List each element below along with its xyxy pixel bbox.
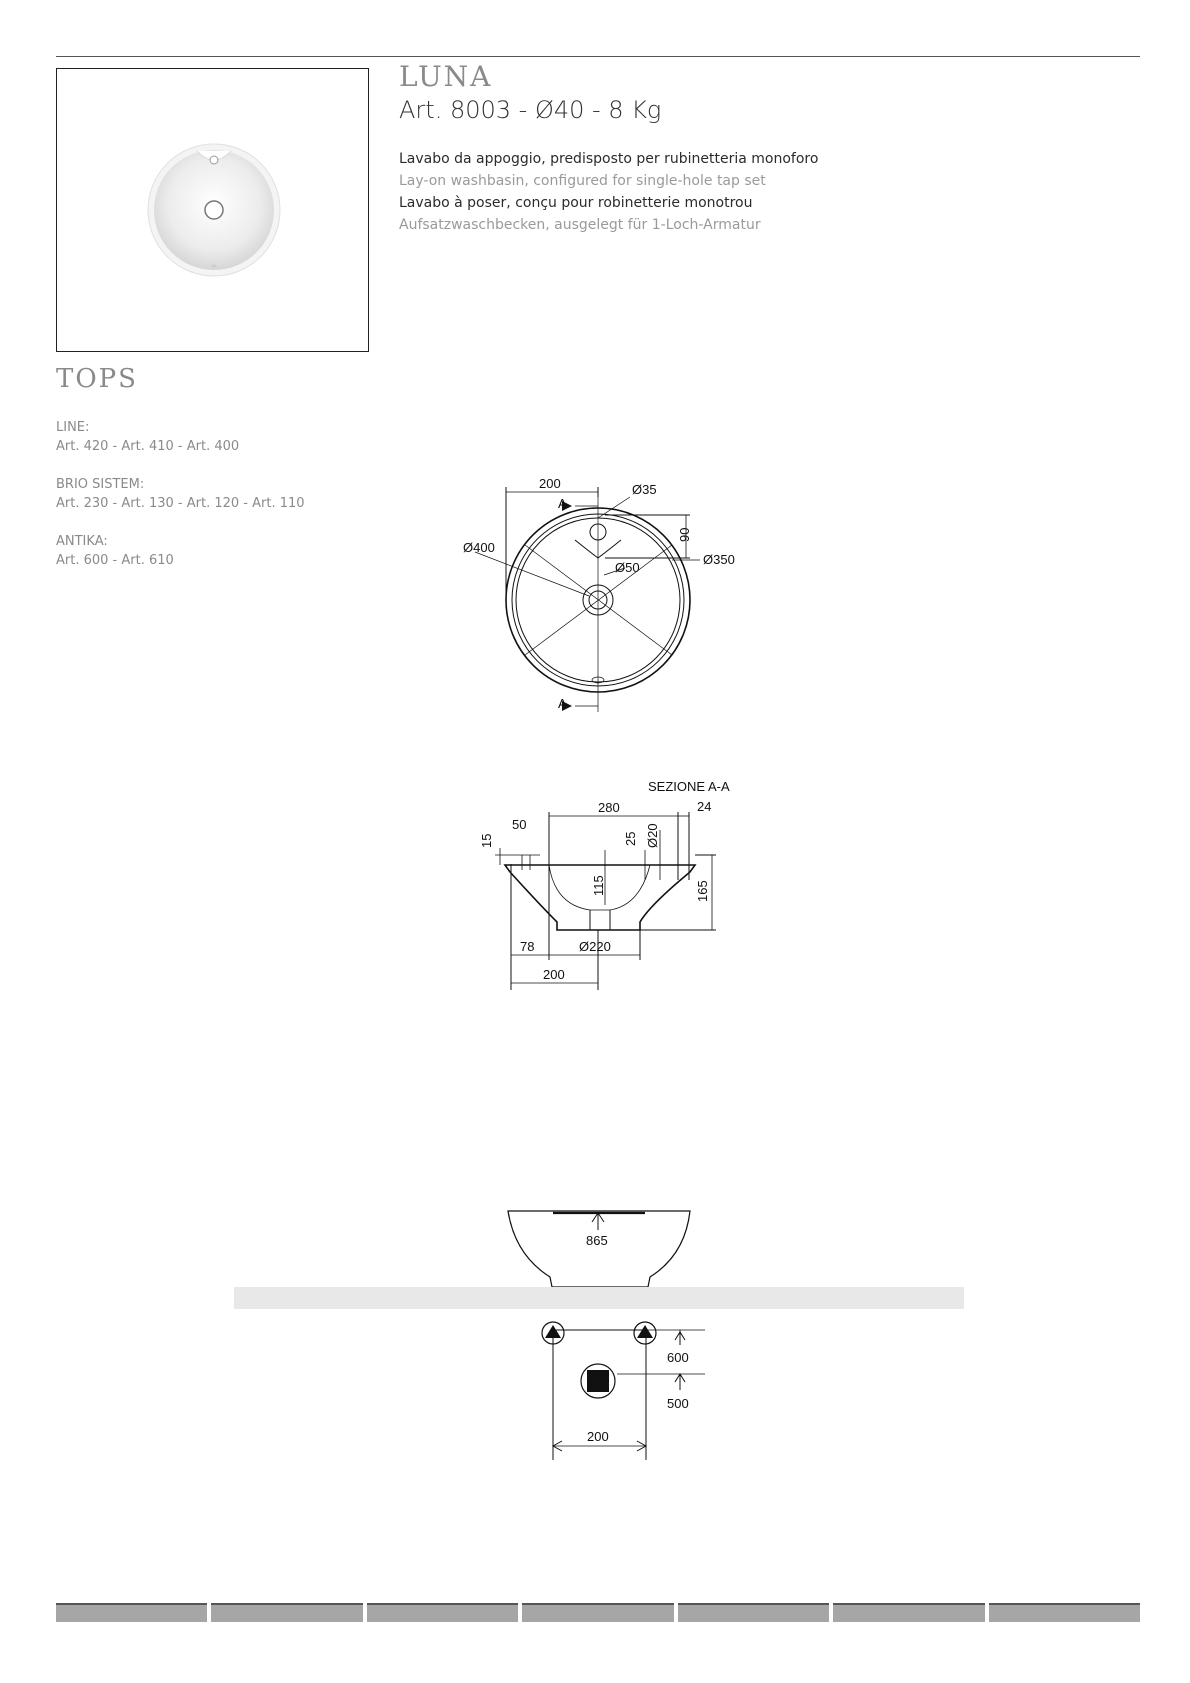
description-fr: Lavabo à poser, conçu pour robinetterie monotrou	[399, 195, 753, 211]
footer-bar	[56, 1603, 1140, 1622]
countertop-band	[234, 1287, 964, 1309]
description-de: Aufsatzwaschbecken, ausgelegt für 1-Loch-Armatur	[399, 217, 761, 233]
description-en: Lay-on washbasin, configured for single-hole tap set	[399, 173, 766, 189]
install-dim-200: 200	[587, 1429, 609, 1444]
section-title: SEZIONE A-A	[648, 779, 730, 794]
plan-dim-hole-offset: 90	[677, 527, 692, 542]
plan-section-marker-top: A	[558, 496, 567, 511]
install-height: 865	[586, 1233, 608, 1248]
description-it: Lavabo da appoggio, predisposto per rubinetteria monoforo	[399, 151, 819, 167]
install-dim-600: 600	[667, 1350, 689, 1365]
tops-group-items: Art. 600 - Art. 610	[56, 553, 174, 568]
plan-view	[475, 487, 700, 712]
install-view	[508, 1211, 705, 1460]
footer-segment	[56, 1603, 207, 1622]
plan-dim-width: 200	[539, 476, 561, 491]
plan-dim-inner: Ø350	[703, 552, 735, 567]
plan-section-marker-bottom: A	[558, 696, 567, 711]
section-dim-15: 15	[479, 833, 494, 848]
section-dim-280: 280	[598, 800, 620, 815]
footer-segment	[678, 1603, 829, 1622]
section-dim-base: Ø220	[579, 939, 611, 954]
tops-group-items: Art. 230 - Art. 130 - Art. 120 - Art. 110	[56, 496, 305, 511]
section-dim-165: 165	[695, 880, 710, 902]
tops-group-label: LINE:	[56, 420, 90, 435]
footer-segment	[211, 1603, 362, 1622]
section-dim-115: 115	[591, 875, 606, 896]
plan-dim-tap-hole: Ø35	[632, 482, 657, 497]
section-dim-50: 50	[512, 817, 527, 832]
section-dim-200: 200	[543, 967, 565, 982]
tops-group-label: BRIO SISTEM:	[56, 477, 145, 492]
section-dim-24: 24	[697, 799, 712, 814]
footer-segment	[833, 1603, 984, 1622]
plan-dim-outer: Ø400	[463, 540, 495, 555]
plan-dim-drain: Ø50	[615, 560, 640, 575]
footer-segment	[367, 1603, 518, 1622]
section-view	[495, 812, 716, 990]
tops-title: TOPS	[56, 364, 138, 394]
section-dim-78: 78	[520, 939, 535, 954]
section-dim-25: 25	[623, 831, 638, 846]
footer-segment	[522, 1603, 673, 1622]
product-name: LUNA	[399, 60, 493, 93]
footer-segment	[989, 1603, 1140, 1622]
section-dim-d20: Ø20	[645, 823, 660, 848]
tops-group-label: ANTIKA:	[56, 534, 108, 549]
tops-group-items: Art. 420 - Art. 410 - Art. 400	[56, 439, 240, 454]
install-dim-500: 500	[667, 1396, 689, 1411]
product-article: Art. 8003 - Ø40 - 8 Kg	[399, 96, 662, 124]
